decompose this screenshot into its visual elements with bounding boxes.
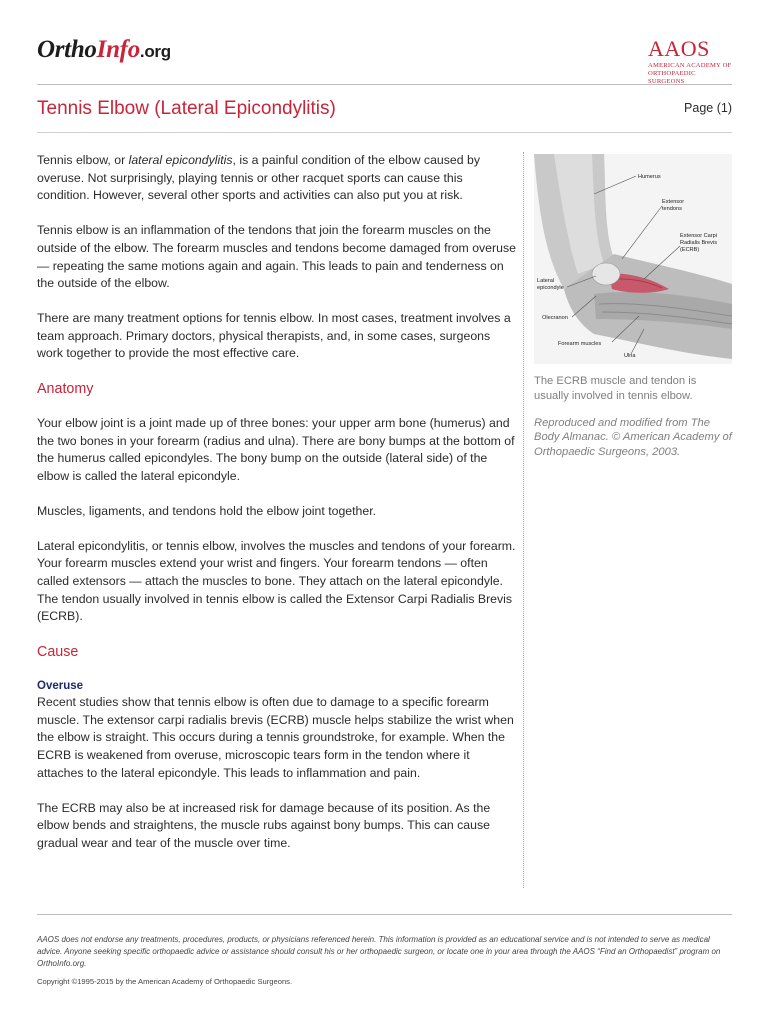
intro-p1-term: lateral epicondylitis (128, 153, 233, 167)
intro-paragraph-1 (37, 152, 517, 205)
label-lateral-2: epicondyle (537, 285, 564, 291)
anatomy-paragraph-2: Muscles, ligaments, and tendons hold the elbow joint together. (37, 503, 377, 518)
cause-paragraph-2: The ECRB may also be at increased risk for damage because of its position. As the elbow bends and straightens, the muscle rubs against bony bumps. This can cause gradual wear and tear of the muscle over time. (37, 800, 491, 850)
intro-p1-end: , is a painful condition of the elbow caused by overuse. Not surprisingly, playing tennis or other racquet sports can cause this condition. However, several other sports and activities can also put you at risk. (37, 153, 480, 203)
page-number: Page (1) (684, 101, 732, 115)
article-body (37, 152, 517, 870)
elbow-anatomy-illustration (534, 154, 732, 364)
label-ecrb-1: Extensor Carpi (680, 233, 717, 239)
intro-paragraph-2: Tennis elbow is an inflammation of the tendons that join the forearm muscles on the outside of the elbow. The forearm muscles and tendons become damaged from overuse — repeating the same motions again and again. This leads to pain and tenderness on the outside of the elbow. (37, 223, 516, 291)
intro-paragraph-3: There are many treatment options for tennis elbow. In most cases, treatment involves a team approach. Primary doctors, physical therapists, and, in some cases, surgeons work together to provide the most effective care. (37, 310, 511, 361)
orthoinfo-logo[interactable] (37, 36, 171, 64)
label-ecrb-2: Radialis Brevis (680, 240, 717, 246)
disclaimer: AAOS does not endorse any treatments, procedures, products, or physicians referenced herein. This information is provided as an educational service and is not intended to serve as medical advice. Anyone seeking specific orthopaedic advice or assistance should consult his or her orthopaedic surgeon, or locate one in your area through the AAOS “Find an Orthopaedist” program on OrthoInfo.org. (37, 935, 721, 968)
title-divider (37, 132, 732, 133)
page-title: Tennis Elbow (Lateral Epicondylitis) (37, 98, 336, 119)
logo-info: Info (96, 36, 140, 63)
label-ulna: Ulna (624, 353, 636, 359)
aaos-name-line-2: ORTHOPAEDIC SURGEONS (648, 70, 696, 85)
subheading-overuse: Overuse (37, 680, 84, 693)
logo-ortho: Ortho (37, 36, 97, 63)
figure-credit: Reproduced and modified from The Body Almanac. © American Academy of Orthopaedic Surgeons, 2003. (534, 416, 732, 459)
logo-org: .org (139, 42, 171, 61)
copyright: Copyright ©1995-2015 by the American Academy of Orthopaedic Surgeons. (37, 977, 293, 986)
footer-divider (37, 914, 732, 915)
label-olecranon: Olecranon (542, 315, 568, 321)
figure-caption-block (534, 374, 734, 472)
elbow-anatomy-drawing (534, 154, 732, 364)
section-heading-anatomy: Anatomy (37, 381, 94, 398)
aaos-name-line-1: AMERICAN ACADEMY OF (648, 62, 732, 69)
cause-paragraph-1: Recent studies show that tennis elbow is often due to damage to a specific forearm muscle. The extensor carpi radialis brevis (ECRB) muscle helps stabilize the wrist when the elbow is straight. This occurs during a tennis groundstroke, for example. When the ECRB is weakened from overuse, microscopic tears form in the tendon where it attaches to the lateral epicondyle. This leads to inflammation and pain. (37, 695, 514, 780)
label-humerus: Humerus (638, 174, 661, 180)
anatomy-paragraph-1: Your elbow joint is a joint made up of three bones: your upper arm bone (humerus) and the two bones in your forearm (radius and ulna). There are bony bumps at the bottom of the humerus called epicondyles. The bony bump on the outside (lateral side) of the elbow is called the lateral epicondyle. (37, 416, 515, 484)
header-divider (37, 84, 732, 85)
label-lateral-1: Lateral (537, 278, 555, 284)
aaos-logo[interactable] (648, 36, 732, 86)
label-extensor-1: Extensor (662, 199, 685, 205)
figure-caption: The ECRB muscle and tendon is usually involved in tennis elbow. (534, 375, 697, 402)
label-ecrb-3: (ECRB) (680, 247, 700, 253)
section-heading-cause: Cause (37, 644, 79, 661)
intro-p1-start: Tennis elbow, or (37, 153, 129, 167)
aaos-mark: AAOS (648, 36, 710, 61)
label-forearm-muscles: Forearm muscles (558, 341, 602, 347)
anatomy-paragraph-3: Lateral epicondylitis, or tennis elbow, involves the muscles and tendons of your forearm. Your forearm muscles extend your wrist and fingers. Your forearm tendons — often called extensors — attach the muscles to bone. They attach on the lateral epicondyle. The tendon usually involved in tennis elbow is called the Extensor Carpi Radialis Brevis (ECRB). (37, 538, 516, 624)
column-divider (523, 152, 524, 888)
label-extensor-2: tendons (662, 206, 682, 212)
